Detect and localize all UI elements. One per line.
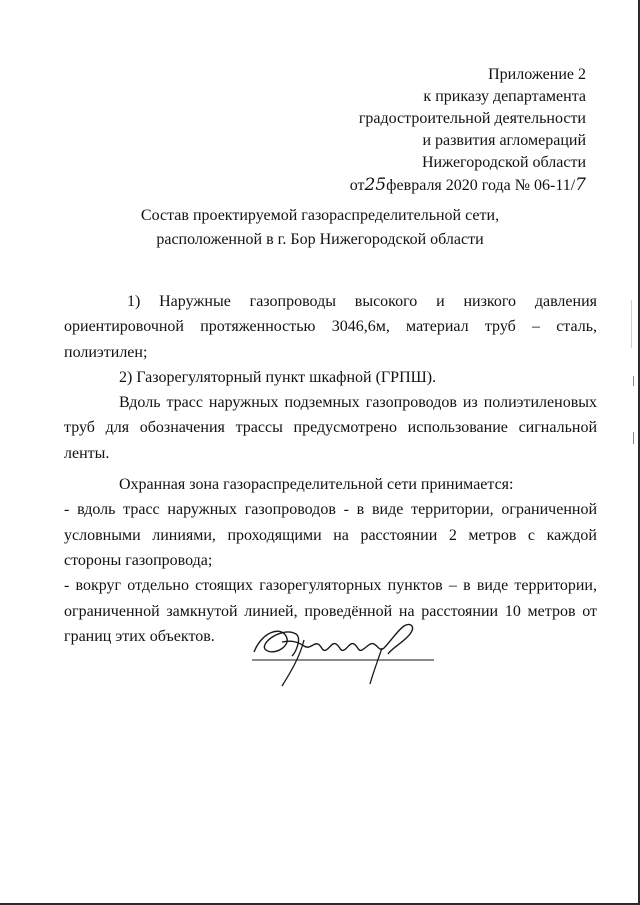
scan-mark <box>633 376 634 386</box>
date-prefix: от <box>349 177 365 194</box>
bullet-regulator-zone: - вокруг отдельно стоящих газорегуляторных пунктов – в виде территории, ограниченной замкнутой линией, проведённой на расстоянии 10 метров от границ этих объектов. <box>64 577 597 645</box>
title-line-2: расположенной в г. Бор Нижегородской области <box>156 231 484 248</box>
document-body <box>64 289 597 649</box>
title-line-1: Состав проектируемой газораспределительной сети, <box>140 207 500 224</box>
header-line-order: к приказу департамента <box>423 88 586 105</box>
scan-mark <box>631 300 632 348</box>
header-line-region: Нижегородской области <box>421 154 586 171</box>
order-number-handwritten: 7 <box>575 175 586 195</box>
bullet-pipeline-zone: - вдоль трасс наружных газопроводов - в виде территории, ограниченной условными линиями, проходящими на расстоянии 2 метров с каждой стороны газопровода; <box>64 501 597 569</box>
header-line-development: и развития агломераций <box>422 132 586 149</box>
signature-image <box>252 612 442 692</box>
list-item-regulator: 2) Газорегуляторный пункт шкафной (ГРПШ). <box>119 368 437 386</box>
appendix-header <box>350 64 586 197</box>
list-item-pipelines: 1) Наружные газопроводы высокого и низкого давления ориентировочной протяженностью 3046,6м, материал труб – сталь, полиэтилен; <box>64 293 597 361</box>
date-text: февраля 2020 года № 06-11/ <box>386 177 576 194</box>
paragraph-protection-zone: Охранная зона газораспределительной сети принимается: <box>119 476 514 494</box>
header-line-department: градостроительной деятельности <box>358 110 586 127</box>
header-line-date <box>350 174 586 197</box>
document-title <box>60 204 580 252</box>
paragraph-signal-tape: Вдоль трасс наружных подземных газопроводов из полиэтиленовых труб для обозначения трассы предусмотрено использование сигнальной ленты. <box>64 394 597 462</box>
header-line-appendix: Приложение 2 <box>488 66 586 83</box>
scan-mark <box>633 432 634 444</box>
date-day-handwritten: 25 <box>364 175 387 195</box>
